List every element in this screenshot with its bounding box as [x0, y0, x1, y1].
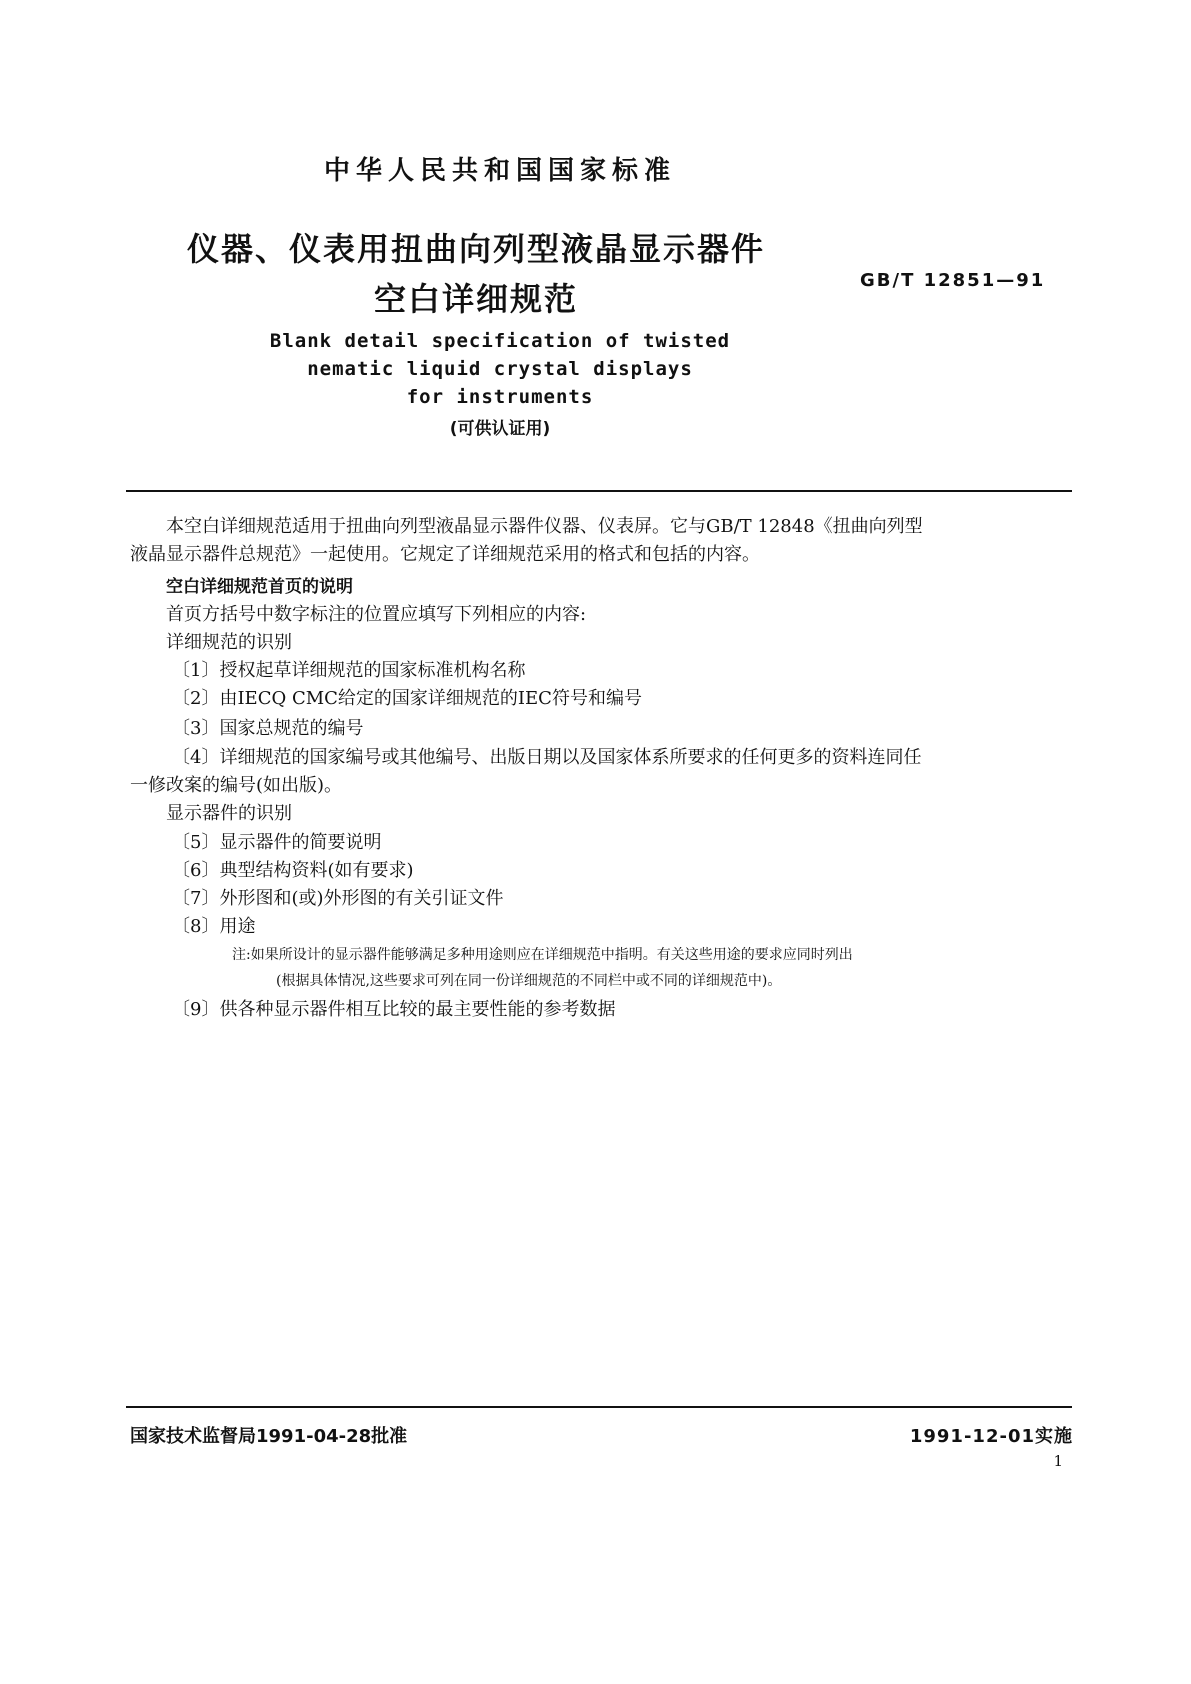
- title-cn-line2: 空白详细规范: [373, 280, 578, 318]
- list-item-5: 〔5〕显示器件的简要说明: [172, 832, 382, 853]
- list-item-6: 〔6〕典型结构资料(如有要求): [172, 860, 414, 881]
- note-line1: 注:如果所设计的显示器件能够满足多种用途则应在详细规范中指明。有关这些用途的要求应同时列出: [232, 947, 853, 963]
- list-item-3: 〔3〕国家总规范的编号: [172, 718, 364, 739]
- list-item-1: 〔1〕授权起草详细规范的国家标准机构名称: [172, 660, 526, 681]
- list-item-4-line1: 〔4〕详细规范的国家编号或其他编号、出版日期以及国家体系所要求的任何更多的资料连同任: [172, 747, 922, 768]
- group-title-display-identification: 显示器件的识别: [166, 803, 292, 824]
- list-item-4-line2: 一修改案的编号(如出版)。: [130, 775, 343, 796]
- list-item-2: 〔2〕由IECQ CMC给定的国家详细规范的IEC符号和编号: [172, 688, 642, 709]
- implementation-date: 1991-12-01实施: [909, 1426, 1073, 1447]
- note-line2: (根据具体情况,这些要求可列在同一份详细规范的不同栏中或不同的详细规范中)。: [276, 973, 782, 989]
- section-title: 空白详细规范首页的说明: [166, 577, 353, 597]
- header-divider: [126, 490, 1072, 492]
- title-en-line2: nematic liquid crystal displays: [307, 358, 693, 380]
- intro-line1: 本空白详细规范适用于扭曲向列型液晶显示器件仪器、仪表屏。它与GB/T 12848《扭曲向列型: [166, 516, 923, 537]
- footer-divider: [126, 1406, 1072, 1408]
- approval-date: 国家技术监督局1991-04-28批准: [130, 1426, 408, 1447]
- title-en-line3: for instruments: [406, 386, 594, 408]
- intro-line2: 液晶显示器件总规范》一起使用。它规定了详细规范采用的格式和包括的内容。: [130, 544, 760, 565]
- group-title-spec-identification: 详细规范的识别: [166, 632, 292, 653]
- list-item-7: 〔7〕外形图和(或)外形图的有关引证文件: [172, 888, 504, 909]
- page-number: 1: [1053, 1452, 1063, 1470]
- title-cn-line1: 仪器、仪表用扭曲向列型液晶显示器件: [186, 230, 765, 268]
- list-item-9: 〔9〕供各种显示器件相互比较的最主要性能的参考数据: [172, 999, 616, 1020]
- title-en-line1: Blank detail specification of twisted: [269, 330, 731, 352]
- standard-code: GB/T 12851—91: [860, 270, 1046, 291]
- instruction-text: 首页方括号中数字标注的位置应填写下列相应的内容:: [166, 604, 587, 625]
- list-item-8: 〔8〕用途: [172, 916, 256, 937]
- national-standard-header: 中华人民共和国国家标准: [323, 156, 676, 186]
- title-note: (可供认证用): [449, 419, 551, 439]
